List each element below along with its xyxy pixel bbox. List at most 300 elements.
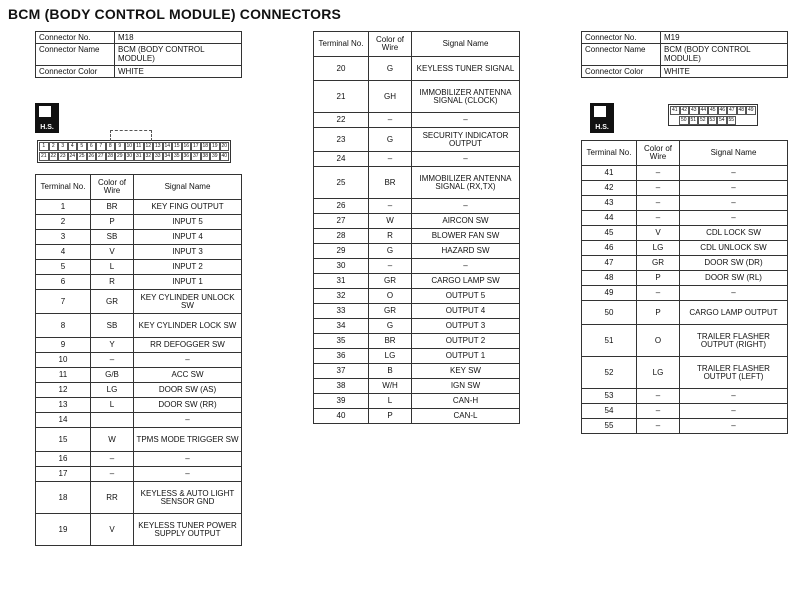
connector-pin: 48 [738,107,745,113]
wire-color: LG [637,357,680,389]
terminal-no: 12 [36,383,91,398]
connector-pin: 40 [221,153,228,159]
connector-pin: 54 [718,117,725,123]
table-row [314,334,520,349]
signal-name: DOOR SW (RR) [134,398,242,413]
signal-name: INPUT 3 [134,245,242,260]
connector-pin: 18 [202,143,209,149]
wire-color: W [369,214,412,229]
signal-name: OUTPUT 3 [412,319,520,334]
table-row [36,353,242,368]
connector-pin: 2 [49,142,59,151]
terminal-no: 4 [36,245,91,260]
terminal-no: 19 [36,514,91,546]
terminal-header: Terminal No. [314,32,369,57]
page-title: BCM (BODY CONTROL MODULE) CONNECTORS [8,6,342,22]
terminal-no: 35 [314,334,369,349]
signal-name: RR DEFOGGER SW [134,338,242,353]
signal-name: TRAILER FLASHER OUTPUT (RIGHT) [680,325,788,357]
signal-name: – [680,419,788,434]
terminal-no: 27 [314,214,369,229]
connector-pin: 25 [78,153,85,159]
connector-pin: 5 [77,142,87,151]
connector-pin: 35 [173,153,180,159]
connector-pin: 32 [145,153,152,159]
connector-pin: 37 [192,153,199,159]
signal-name: KEYLESS TUNER POWER SUPPLY OUTPUT [134,514,242,546]
table-row [36,260,242,275]
connector-latch [110,130,152,141]
wire-color: LG [91,383,134,398]
wire-color: – [637,166,680,181]
terminal-no: 1 [36,200,91,215]
signal-name: OUTPUT 2 [412,334,520,349]
connector-pin: 46 [719,107,726,113]
wire-color: P [637,271,680,286]
table-row [36,338,242,353]
table-row [36,215,242,230]
terminal-no: 13 [36,398,91,413]
wire-color: Y [91,338,134,353]
terminal-no: 37 [314,364,369,379]
wire-color: LG [637,241,680,256]
signal-name: – [134,413,242,428]
color-header: Color of Wire [369,32,412,57]
terminal-no: 47 [582,256,637,271]
signal-name: – [680,181,788,196]
signal-name: – [680,404,788,419]
signal-name: – [680,196,788,211]
signal-name: TRAILER FLASHER OUTPUT (LEFT) [680,357,788,389]
terminal-no: 51 [582,325,637,357]
terminal-no: 44 [582,211,637,226]
connector-pin: 43 [690,107,697,113]
connector-pin: 39 [211,153,218,159]
terminal-no: 46 [582,241,637,256]
table-row [36,368,242,383]
signal-name: DOOR SW (DR) [680,256,788,271]
table-row [36,383,242,398]
connector-name-label: Connector Name [36,44,115,66]
terminal-no: 14 [36,413,91,428]
signal-name: OUTPUT 1 [412,349,520,364]
wire-color: R [91,275,134,290]
signal-name: – [134,467,242,482]
connector-pin: 51 [690,117,697,123]
table-row [582,419,788,434]
wire-color: SB [91,314,134,338]
wire-color: W [91,428,134,452]
signal-name: CARGO LAMP OUTPUT [680,301,788,325]
wire-color: P [91,215,134,230]
signal-name: IGN SW [412,379,520,394]
signal-name: CDL LOCK SW [680,226,788,241]
wire-color: RR [91,482,134,514]
terminal-no: 25 [314,167,369,199]
wire-color: – [91,452,134,467]
connector-pin: 8 [106,142,116,151]
terminal-no: 38 [314,379,369,394]
table-row [582,389,788,404]
table-row [314,81,520,113]
wire-color: – [369,259,412,274]
signal-header: Signal Name [680,141,788,166]
terminal-no: 43 [582,196,637,211]
signal-name: KEY SW [412,364,520,379]
connector-no-value: M19 [661,32,788,44]
signal-name: CAN-L [412,409,520,424]
table-row [582,286,788,301]
terminal-no: 30 [314,259,369,274]
terminal-header: Terminal No. [582,141,637,166]
connector-pin: 9 [115,142,125,151]
table-row [314,319,520,334]
table-row [314,349,520,364]
wire-color: GR [91,290,134,314]
signal-name: INPUT 5 [134,215,242,230]
table-row [36,413,242,428]
table-row [582,181,788,196]
connector-pin: 19 [211,143,218,149]
table-row [314,229,520,244]
signal-name: TPMS MODE TRIGGER SW [134,428,242,452]
terminal-no: 15 [36,428,91,452]
connector-pin: 44 [700,107,707,113]
table-row [314,274,520,289]
wire-color: – [91,467,134,482]
wire-color: G [369,319,412,334]
connector-pin: 29 [116,153,123,159]
connector-pin: 34 [164,153,171,159]
table-row [314,128,520,152]
signal-name: – [134,353,242,368]
wire-color: V [91,245,134,260]
connector-pin: 27 [97,153,104,159]
wire-color: – [637,196,680,211]
terminal-no: 6 [36,275,91,290]
terminal-no: 17 [36,467,91,482]
connector-no-value: M18 [115,32,242,44]
table-row [582,325,788,357]
connector-pin: 26 [88,153,95,159]
signal-name: – [680,389,788,404]
wire-color: – [369,113,412,128]
terminal-no: 24 [314,152,369,167]
signal-name: OUTPUT 4 [412,304,520,319]
signal-name: CARGO LAMP SW [412,274,520,289]
signal-name: KEY FING OUTPUT [134,200,242,215]
connector-pin: 42 [681,107,688,113]
terminal-no: 29 [314,244,369,259]
wire-color: GR [369,274,412,289]
wire-color: G [369,128,412,152]
connector-name-label: Connector Name [582,44,661,66]
signal-name: – [412,113,520,128]
connector-color-value: WHITE [661,66,788,78]
signal-name: IMMOBILIZER ANTENNA SIGNAL (RX,TX) [412,167,520,199]
signal-name: KEY CYLINDER UNLOCK SW [134,290,242,314]
terminal-no: 9 [36,338,91,353]
signal-name: ACC SW [134,368,242,383]
signal-name: IMMOBILIZER ANTENNA SIGNAL (CLOCK) [412,81,520,113]
terminal-no: 10 [36,353,91,368]
connector-pin: 23 [59,153,66,159]
terminal-no: 40 [314,409,369,424]
terminal-no: 31 [314,274,369,289]
table-row [36,230,242,245]
table-row [36,200,242,215]
table-row [36,514,242,546]
connector-pin: 16 [183,143,190,149]
connector-pin: 49 [747,107,754,113]
wire-color: – [369,199,412,214]
harness-side-icon: H.S. [35,103,59,133]
wire-color: B [369,364,412,379]
terminal-no: 49 [582,286,637,301]
harness-side-icon: H.S. [590,103,614,133]
connector-pin: 7 [96,142,106,151]
terminal-no: 3 [36,230,91,245]
wire-color: L [91,260,134,275]
terminal-header: Terminal No. [36,175,91,200]
signal-name: DOOR SW (RL) [680,271,788,286]
table-row [36,482,242,514]
terminal-no: 11 [36,368,91,383]
signal-header: Signal Name [134,175,242,200]
m18-terminal-table-1 [35,174,242,546]
signal-name: OUTPUT 5 [412,289,520,304]
table-row [314,409,520,424]
table-row [582,404,788,419]
table-row [582,271,788,286]
signal-name: INPUT 1 [134,275,242,290]
table-row [36,275,242,290]
connector-pin: 36 [183,153,190,159]
connector-name-value: BCM (BODY CONTROL MODULE) [115,44,242,66]
terminal-no: 20 [314,57,369,81]
connector-pin: 53 [709,117,716,123]
wire-color: P [637,301,680,325]
wire-color: GH [369,81,412,113]
terminal-no: 54 [582,404,637,419]
terminal-no: 21 [314,81,369,113]
table-row [36,398,242,413]
connector-pin: 15 [173,143,180,149]
terminal-no: 8 [36,314,91,338]
table-row [314,167,520,199]
terminal-no: 16 [36,452,91,467]
signal-name: – [680,166,788,181]
table-row [36,290,242,314]
signal-name: – [680,211,788,226]
wire-color: – [637,389,680,404]
connector-pin: 6 [87,142,97,151]
table-row [314,244,520,259]
m18-terminal-table-2 [313,31,520,424]
connector-pin: 28 [107,153,114,159]
m18-connector-diagram [37,140,231,163]
signal-name: KEYLESS & AUTO LIGHT SENSOR GND [134,482,242,514]
signal-name: BLOWER FAN SW [412,229,520,244]
connector-pin: 45 [709,107,716,113]
terminal-no: 2 [36,215,91,230]
connector-pin: 4 [68,142,78,151]
table-row [314,152,520,167]
wire-color: – [91,353,134,368]
connector-pin: 41 [671,107,678,113]
wire-color: L [91,398,134,413]
table-row [314,379,520,394]
wire-color: W/H [369,379,412,394]
signal-name: CAN-H [412,394,520,409]
signal-header: Signal Name [412,32,520,57]
wire-color: – [637,404,680,419]
signal-name: – [412,152,520,167]
connector-pin: 22 [50,153,57,159]
terminal-no: 23 [314,128,369,152]
table-row [582,241,788,256]
signal-name: – [412,199,520,214]
wire-color: – [637,419,680,434]
connector-pin: 55 [728,117,735,123]
connector-pin: 17 [192,143,199,149]
m19-connector-diagram [668,104,758,126]
signal-name: INPUT 2 [134,260,242,275]
table-row [582,256,788,271]
table-row [36,245,242,260]
connector-pin: 1 [39,142,49,151]
table-row [314,364,520,379]
terminal-no: 55 [582,419,637,434]
signal-name: SECURITY INDICATOR OUTPUT [412,128,520,152]
connector-pin: 30 [126,153,133,159]
connector-pin: 10 [126,143,133,149]
signal-name: – [680,286,788,301]
signal-name: – [412,259,520,274]
m18-header-table [35,31,242,78]
terminal-no: 28 [314,229,369,244]
terminal-no: 36 [314,349,369,364]
wire-color: O [369,289,412,304]
terminal-no: 5 [36,260,91,275]
signal-name: KEY CYLINDER LOCK SW [134,314,242,338]
connector-pin: 14 [164,143,171,149]
connector-color-label: Connector Color [36,66,115,78]
wire-color: G [369,244,412,259]
table-row [314,214,520,229]
terminal-no: 26 [314,199,369,214]
signal-name: AIRCON SW [412,214,520,229]
terminal-no: 45 [582,226,637,241]
wire-color: – [369,152,412,167]
connector-pin: 11 [134,142,144,151]
wire-color: L [369,394,412,409]
terminal-no: 32 [314,289,369,304]
connector-pin: 13 [154,143,161,149]
table-row [582,196,788,211]
wire-color [91,413,134,428]
wire-color: P [369,409,412,424]
terminal-no: 39 [314,394,369,409]
connector-pin: 52 [699,117,706,123]
connector-color-label: Connector Color [582,66,661,78]
wire-color: BR [369,167,412,199]
signal-name: INPUT 4 [134,230,242,245]
signal-name: KEYLESS TUNER SIGNAL [412,57,520,81]
table-row [582,211,788,226]
connector-pin: 50 [680,117,687,123]
table-row [582,166,788,181]
terminal-no: 48 [582,271,637,286]
connector-no-label: Connector No. [36,32,115,44]
table-row [36,428,242,452]
terminal-no: 18 [36,482,91,514]
terminal-no: 53 [582,389,637,404]
wire-color: BR [91,200,134,215]
signal-name: DOOR SW (AS) [134,383,242,398]
wire-color: O [637,325,680,357]
wire-color: – [637,181,680,196]
connector-pin: 33 [154,153,161,159]
table-row [582,226,788,241]
color-header: Color of Wire [91,175,134,200]
connector-pin: 31 [135,153,142,159]
wire-color: BR [369,334,412,349]
table-row [314,394,520,409]
table-row [314,57,520,81]
terminal-no: 22 [314,113,369,128]
table-row [314,199,520,214]
table-row [36,314,242,338]
wire-color: V [91,514,134,546]
connector-pin: 12 [145,143,152,149]
wire-color: LG [369,349,412,364]
connector-name-value: BCM (BODY CONTROL MODULE) [661,44,788,66]
signal-name: – [134,452,242,467]
wire-color: G [369,57,412,81]
wire-color: – [637,286,680,301]
wire-color: GR [637,256,680,271]
connector-pin: 21 [40,153,47,159]
connector-pin: 24 [69,153,76,159]
connector-pin: 3 [58,142,68,151]
wire-color: R [369,229,412,244]
wire-color: G/B [91,368,134,383]
connector-color-value: WHITE [115,66,242,78]
terminal-no: 34 [314,319,369,334]
connector-no-label: Connector No. [582,32,661,44]
connector-pin: 20 [221,143,228,149]
terminal-no: 52 [582,357,637,389]
table-row [582,301,788,325]
terminal-no: 33 [314,304,369,319]
terminal-no: 42 [582,181,637,196]
table-row [314,289,520,304]
table-row [36,452,242,467]
connector-pin: 47 [728,107,735,113]
m19-terminal-table [581,140,788,434]
table-row [36,467,242,482]
wire-color: SB [91,230,134,245]
m19-header-table [581,31,788,78]
table-row [582,357,788,389]
terminal-no: 41 [582,166,637,181]
table-row [314,113,520,128]
color-header: Color of Wire [637,141,680,166]
wire-color: – [637,211,680,226]
connector-pin: 38 [202,153,209,159]
signal-name: CDL UNLOCK SW [680,241,788,256]
